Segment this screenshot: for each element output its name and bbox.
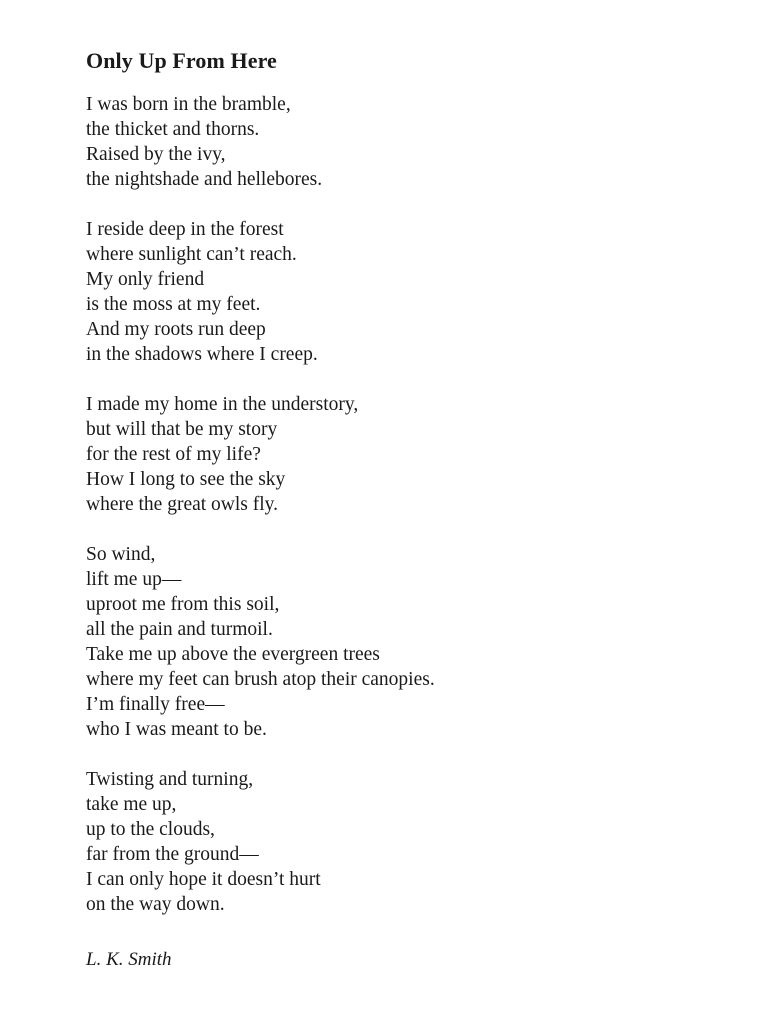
poem-line: I can only hope it doesn’t hurt bbox=[86, 869, 321, 890]
poem-line: And my roots run deep bbox=[86, 319, 266, 340]
poem-line: where the great owls fly. bbox=[86, 494, 279, 515]
poem-line: but will that be my story bbox=[86, 419, 278, 440]
poem-line: who I was meant to be. bbox=[86, 719, 267, 740]
stanza-5 bbox=[86, 767, 726, 917]
poem-line: the thicket and thorns. bbox=[86, 119, 260, 140]
poem-line: for the rest of my life? bbox=[86, 444, 261, 465]
poem-line: I reside deep in the forest bbox=[86, 219, 284, 240]
poem-line: in the shadows where I creep. bbox=[86, 344, 318, 365]
poem-line: up to the clouds, bbox=[86, 819, 215, 840]
poem-line: where sunlight can’t reach. bbox=[86, 244, 297, 265]
poem-line: is the moss at my feet. bbox=[86, 294, 261, 315]
poem-line: Raised by the ivy, bbox=[86, 144, 226, 165]
poem-line: So wind, bbox=[86, 544, 156, 565]
poem-line: take me up, bbox=[86, 794, 177, 815]
poem-author: L. K. Smith bbox=[86, 949, 172, 970]
poem-line: How I long to see the sky bbox=[86, 469, 286, 490]
poem-line: I’m finally free— bbox=[86, 694, 225, 715]
poem-line: I made my home in the understory, bbox=[86, 394, 359, 415]
stanza-2 bbox=[86, 217, 726, 367]
poem-line: where my feet can brush atop their canopies. bbox=[86, 669, 435, 690]
poem-title: Only Up From Here bbox=[86, 48, 277, 73]
poem-line: Twisting and turning, bbox=[86, 769, 254, 790]
poem-line: I was born in the bramble, bbox=[86, 94, 291, 115]
poem-line: Take me up above the evergreen trees bbox=[86, 644, 380, 665]
stanza-4 bbox=[86, 542, 726, 742]
poem-line: far from the ground— bbox=[86, 844, 259, 865]
stanza-3 bbox=[86, 392, 726, 517]
poem-line: My only friend bbox=[86, 269, 205, 290]
poem-line: uproot me from this soil, bbox=[86, 594, 280, 615]
poem-line: the nightshade and hellebores. bbox=[86, 169, 323, 190]
poem-line: on the way down. bbox=[86, 894, 225, 915]
poem-page bbox=[86, 44, 726, 972]
stanza-1 bbox=[86, 92, 726, 192]
poem-line: lift me up— bbox=[86, 569, 182, 590]
poem-line: all the pain and turmoil. bbox=[86, 619, 273, 640]
